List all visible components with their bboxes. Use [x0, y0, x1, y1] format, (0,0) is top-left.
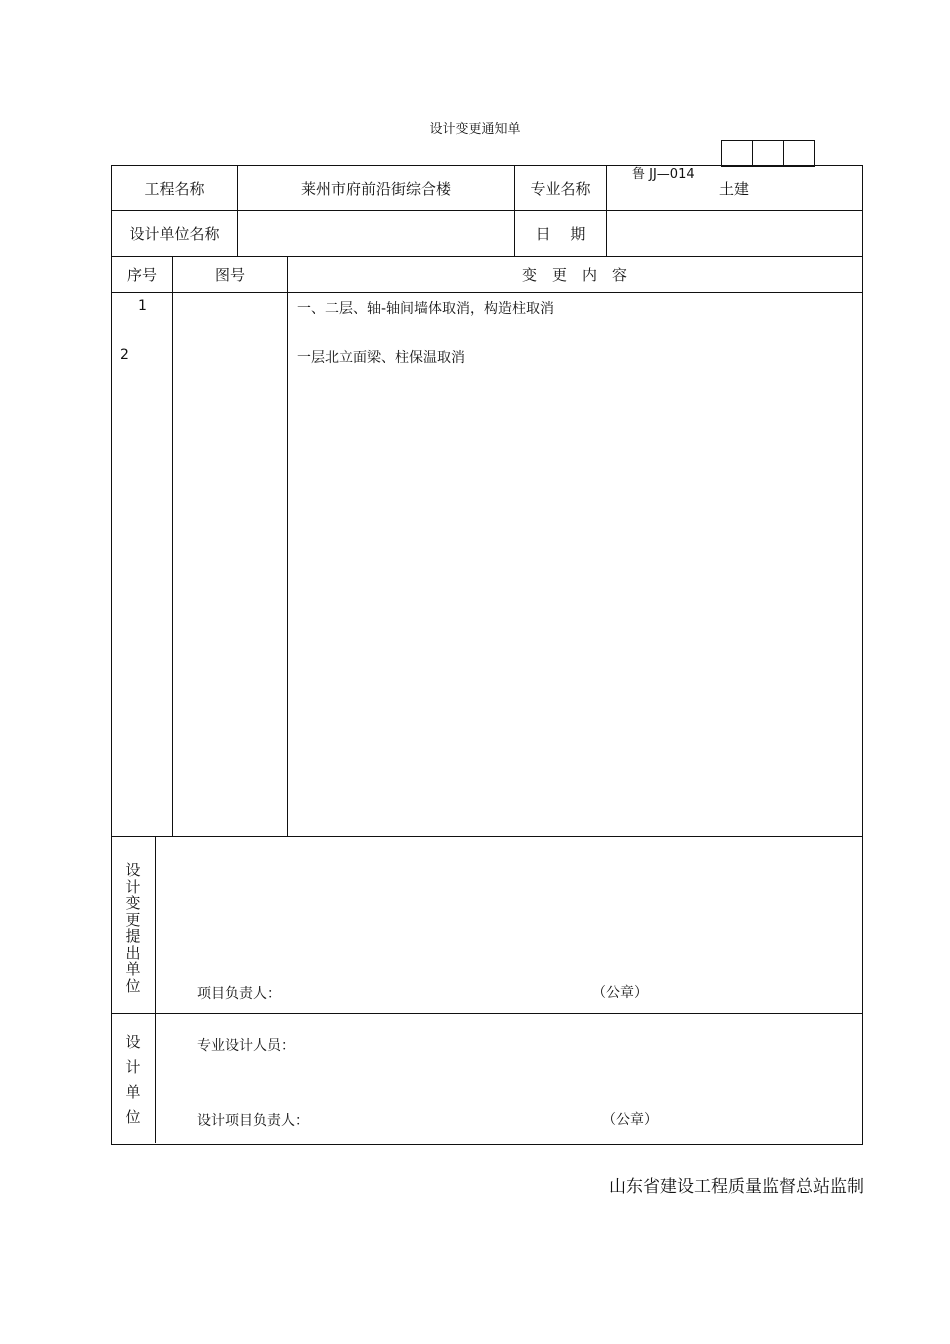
design-unit-value: [238, 211, 514, 256]
designer-staff-label: 专业设计人员：: [197, 1038, 295, 1054]
document-title: 设计变更通知单: [429, 122, 521, 137]
proposer-unit-label: 设计变更提出单位: [125, 861, 141, 995]
specialty-value: 土建: [718, 179, 749, 198]
date-label: 日 期: [535, 225, 586, 243]
proposer-seal: （公章）: [592, 985, 648, 1001]
project-name-label: 工程名称: [144, 179, 205, 198]
row-1-seq: 1: [138, 298, 147, 314]
column-header-seq: 序号: [126, 266, 157, 284]
footer-issuer: 山东省建设工程质量监督总站监制: [609, 1177, 864, 1197]
row-1-content: 一、二层、轴-轴间墙体取消，构造柱取消: [297, 301, 555, 317]
project-name-value: 莱州市府前沿街综合楼: [300, 179, 451, 198]
designer-manager-label: 设计项目负责人：: [197, 1113, 309, 1129]
design-unit-label: 设计单位名称: [129, 225, 220, 243]
specialty-label: 专业名称: [530, 179, 591, 198]
row-2-seq: 2: [120, 347, 129, 363]
proposer-manager-label: 项目负责人：: [197, 986, 281, 1002]
column-header-drawing: 图号: [214, 266, 245, 284]
column-header-content: 变 更 内 容: [521, 266, 627, 284]
design-unit-section-label: 设计单位: [125, 1033, 141, 1126]
row-2-content: 一层北立面梁、柱保温取消: [297, 350, 465, 366]
designer-seal: （公章）: [602, 1112, 658, 1128]
form-code: 鲁 JJ—014: [632, 167, 695, 182]
date-value: [607, 211, 861, 256]
code-boxes: [721, 140, 815, 167]
